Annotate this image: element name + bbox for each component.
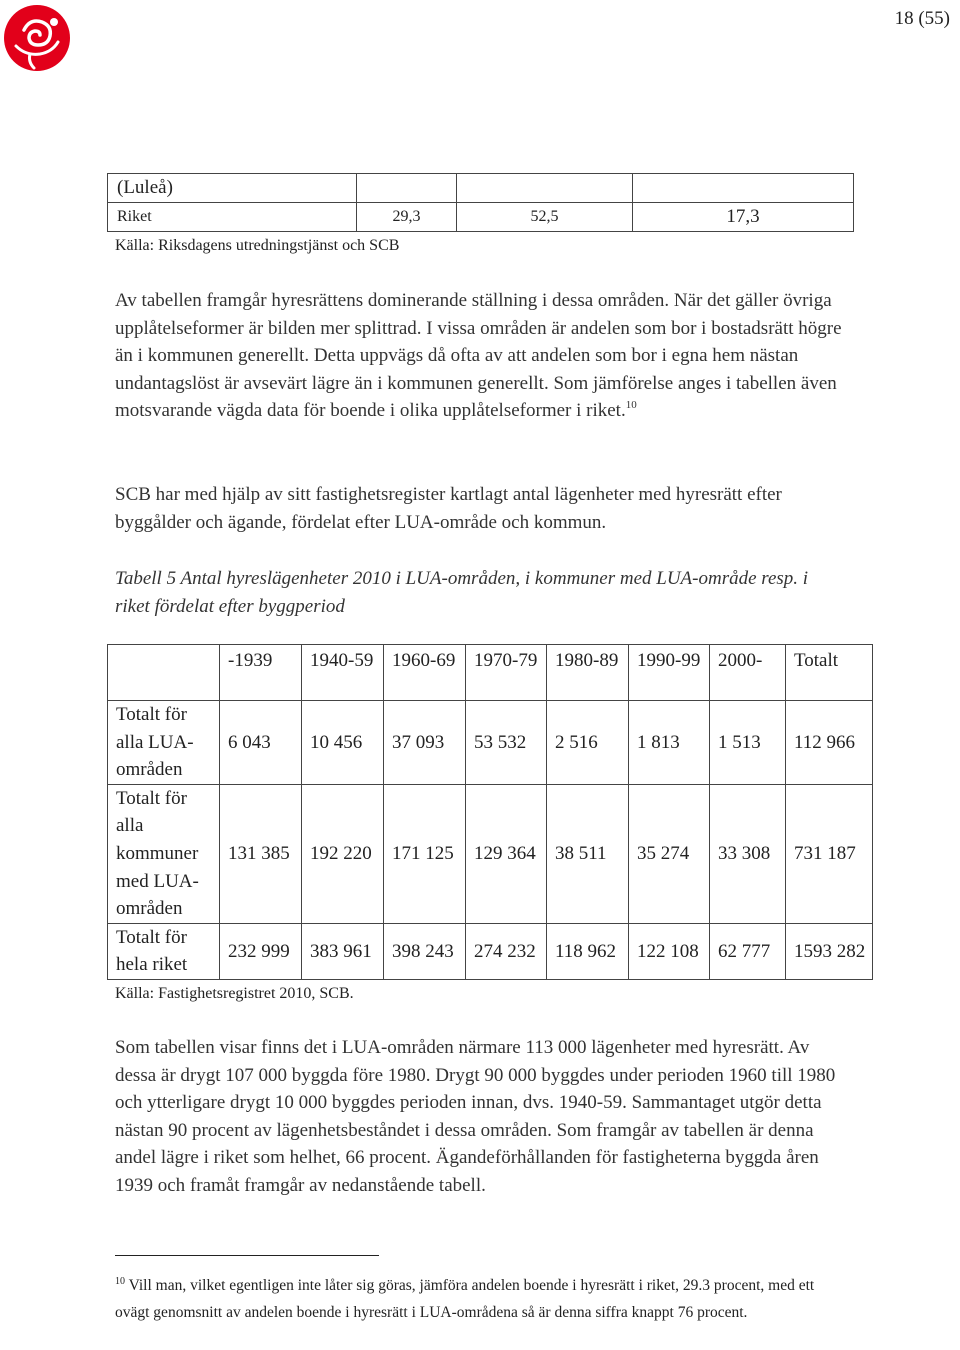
header-cell xyxy=(108,645,220,701)
table-cell: 232 999 xyxy=(220,923,302,979)
table-cell: 37 093 xyxy=(384,701,466,785)
row-label: Totalt för alla LUA-områden xyxy=(108,701,220,785)
table-header-row xyxy=(108,645,873,701)
paragraph-text: Av tabellen framgår hyresrättens dominerande ställning i dessa områden. När det gäller övriga upplåtelseformer är bilden mer splittrad. I vissa områden är andelen som bor i bostadsrätt högre än i kommunen generellt. Detta uppvägs då ofta av att andelen som bor i egna hem nästan undantagslöst är avsevärt lägre än i kommunen generellt. Som jämförelse anges i tabellen även motsvarande vägda data för boende i olika upplåtelseformer i riket. xyxy=(115,290,842,422)
header-cell: Totalt xyxy=(786,645,873,701)
rose-logo-icon xyxy=(2,2,72,74)
header-cell: 1940-59 xyxy=(302,645,384,701)
table-cell: 171 125 xyxy=(384,784,466,923)
table-cell: 53 532 xyxy=(466,701,547,785)
riket-value: 52,5 xyxy=(457,203,633,232)
header-cell: 1990-99 xyxy=(629,645,710,701)
table-cell: 6 043 xyxy=(220,701,302,785)
main-table xyxy=(107,644,873,980)
table-cell: 122 108 xyxy=(629,923,710,979)
table-cell: 731 187 xyxy=(786,784,873,923)
region-cell: (Luleå) xyxy=(108,174,357,203)
table-cell: 62 777 xyxy=(710,923,786,979)
footnote-number: 10 xyxy=(115,1276,125,1287)
footnote-text: Vill man, vilket egentligen inte låter sig göras, jämföra andelen boende i hyresrätt i riket, 29.3 procent, med ett ovägt genomsnitt av andelen boende i hyresrätt i LUA-områdena så är denna siffra knappt 76 procent. xyxy=(115,1277,815,1321)
header-cell: 2000- xyxy=(710,645,786,701)
table-cell: 2 516 xyxy=(547,701,629,785)
header-cell: -1939 xyxy=(220,645,302,701)
table-row xyxy=(108,784,873,923)
footnote-ref: 10 xyxy=(625,399,637,412)
row-label: Totalt för hela riket xyxy=(108,923,220,979)
riket-label: Riket xyxy=(108,203,357,232)
table-cell: 112 966 xyxy=(786,701,873,785)
paragraph: SCB har med hjälp av sitt fastighetsregister kartlagt antal lägenheter med hyresrätt efter byggålder och ägande, fördelat efter LUA-område och kommun. xyxy=(115,484,782,533)
riket-value: 29,3 xyxy=(357,203,457,232)
table-caption: Tabell 5 Antal hyreslägenheter 2010 i LUA-områden, i kommuner med LUA-område resp. i riket fördelat efter byggperiod xyxy=(115,568,809,617)
table-cell: 398 243 xyxy=(384,923,466,979)
table-cell: 131 385 xyxy=(220,784,302,923)
table-cell: 1 813 xyxy=(629,701,710,785)
table-cell: 33 308 xyxy=(710,784,786,923)
paragraph xyxy=(115,287,845,425)
table-cell: 129 364 xyxy=(466,784,547,923)
table-row xyxy=(108,203,854,232)
header-cell: 1960-69 xyxy=(384,645,466,701)
table-cell: 1593 282 xyxy=(786,923,873,979)
table-cell: 1 513 xyxy=(710,701,786,785)
table-cell: 274 232 xyxy=(466,923,547,979)
table-cell: 118 962 xyxy=(547,923,629,979)
table-cell: 10 456 xyxy=(302,701,384,785)
table-cell: 35 274 xyxy=(629,784,710,923)
page-number: 18 (55) xyxy=(894,8,950,29)
footnote xyxy=(115,1272,845,1326)
table-row xyxy=(108,923,873,979)
top-table xyxy=(107,173,854,232)
header-cell: 1970-79 xyxy=(466,645,547,701)
paragraph: Som tabellen visar finns det i LUA-områden närmare 113 000 lägenheter med hyresrätt. Av dessa är drygt 107 000 byggda före 1980. Drygt 90 000 byggdes under perioden 1960 till 1980 och ytterligare drygt 10 000 byggdes perioden innan, dvs. 1940-59. Sammantaget utgör detta nästan 90 procent av lägenhetsbeståndet i dessa områden. Som framgår av tabellen är denna andel lägre i riket som helhet, 66 procent. Ägandeförhållanden för fastigheterna byggda åren 1939 och framåt framgår av nedanstående tabell. xyxy=(115,1037,836,1196)
table-cell: 38 511 xyxy=(547,784,629,923)
header-cell: 1980-89 xyxy=(547,645,629,701)
source-note: Källa: Riksdagens utredningstjänst och SCB xyxy=(115,237,400,254)
source-note: Källa: Fastighetsregistret 2010, SCB. xyxy=(115,985,354,1002)
riket-value: 17,3 xyxy=(633,203,854,232)
table-row xyxy=(108,701,873,785)
table-cell: 192 220 xyxy=(302,784,384,923)
row-label: Totalt för alla kommuner med LUA-områden xyxy=(108,784,220,923)
table-cell: 383 961 xyxy=(302,923,384,979)
footnote-divider xyxy=(115,1255,379,1256)
